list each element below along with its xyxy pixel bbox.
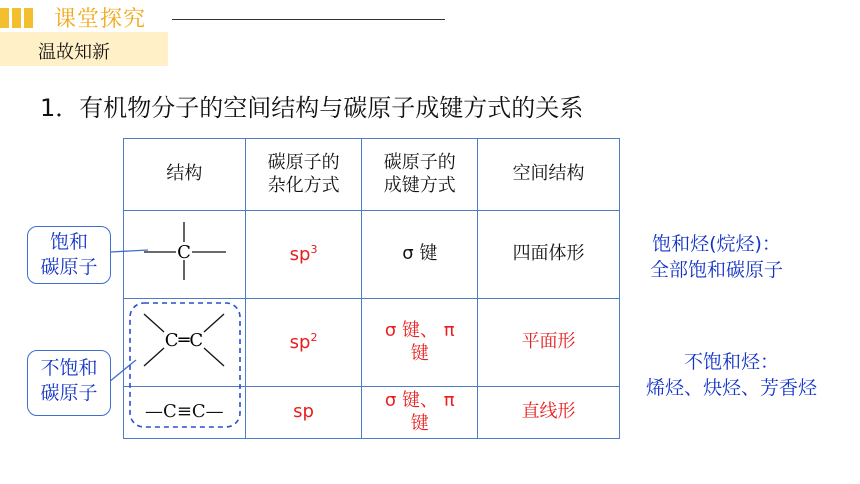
saturated-connector xyxy=(110,250,148,252)
shape-cell-planar: 平面形 xyxy=(478,299,620,387)
unsaturated-carbon-callout: 不饱和 碳原子 xyxy=(27,350,111,416)
header-title: 课堂探究 xyxy=(54,7,147,32)
saturated-carbon-callout: 饱和 碳原子 xyxy=(27,226,111,284)
bond-cell-sigma-pi-2: σ 键、 π 键 xyxy=(362,387,478,439)
bond-cell-sigma-pi: σ 键、 π 键 xyxy=(362,299,478,387)
question-text: 1．有机物分子的空间结构与碳原子成键方式的关系 xyxy=(40,94,584,122)
hybrid-cell-sp: sp xyxy=(245,387,362,439)
header-cell-structure: 结构 xyxy=(124,139,246,211)
header-cell-shape: 空间结构 xyxy=(478,139,620,211)
unsaturated-hydrocarbon-note: 不饱和烃： 烯烃、炔烃、芳香烃 xyxy=(646,351,818,399)
hybrid-cell-sp2: $sp^2$ xyxy=(245,299,362,387)
unsaturated-dashed-box xyxy=(130,303,240,427)
header-cell-bond: 碳原子的 成键方式 xyxy=(362,139,478,211)
unsaturated-connector xyxy=(109,360,136,382)
shape-cell-linear: 直线形 xyxy=(478,387,620,439)
triple-bond-label: —C≡C— xyxy=(145,401,224,423)
alkane-note: 饱和烃(烷烃)： 全部饱和碳原子 xyxy=(650,233,784,281)
hybrid-cell-sp3: $sp^3$ xyxy=(245,211,362,299)
header-cell-hybrid: 碳原子的 杂化方式 xyxy=(245,139,362,211)
shape-cell-tetrahedral: 四面体形 xyxy=(478,211,620,299)
carbon-label: C xyxy=(177,242,192,264)
subheader-title: 温故知新 xyxy=(38,42,110,63)
bond-cell-sigma: σ 键 xyxy=(362,211,478,299)
double-bond-label: C═C xyxy=(165,330,204,352)
